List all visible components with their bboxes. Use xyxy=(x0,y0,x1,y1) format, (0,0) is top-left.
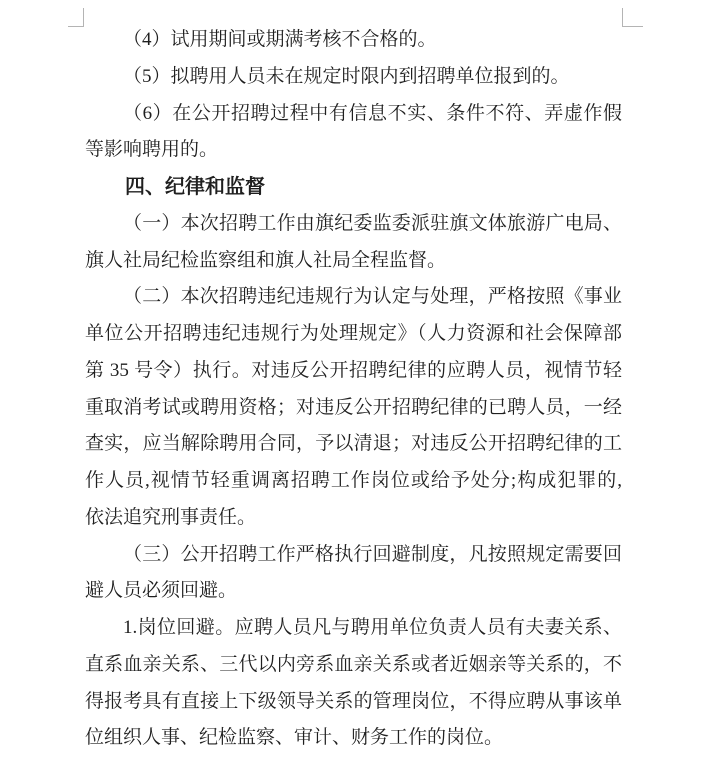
document-line: 1.岗位回避。应聘人员凡与聘用单位负责人员有夫妻关系、 xyxy=(123,617,622,638)
margin-crop-mark-top-left-icon xyxy=(68,8,84,27)
margin-crop-mark-top-right-icon xyxy=(622,8,643,27)
paragraph xyxy=(85,279,622,536)
document-line: 查实，应当解除聘用合同，予以清退；对违反公开招聘纪律的工 xyxy=(85,433,622,455)
paragraph xyxy=(85,610,622,757)
paragraph xyxy=(85,22,622,59)
document-line: 重取消考试或聘用资格；对违反公开招聘纪律的已聘人员，一经 xyxy=(85,396,622,418)
document-line: 单位公开招聘违纪违规行为处理规定》（人力资源和社会保障部 xyxy=(85,323,622,344)
document-line: （三）公开招聘工作严格执行回避制度，凡按照规定需要回 xyxy=(123,543,622,565)
paragraph xyxy=(85,59,622,96)
document-line: 第 35 号令）执行。对违反公开招聘纪律的应聘人员，视情节轻 xyxy=(85,359,622,381)
document-line: （4）试用期间或期满考核不合格的。 xyxy=(123,29,437,50)
paragraph xyxy=(85,206,622,280)
document-line: 旗人社局纪检监察组和旗人社局全程监督。 xyxy=(85,249,447,271)
document-line: （二）本次招聘违纪违规行为认定与处理，严格按照《事业 xyxy=(123,286,622,308)
document-line: 等影响聘用的。 xyxy=(85,139,219,161)
document-line: 作人员,视情节轻重调离招聘工作岗位或给予处分;构成犯罪的, xyxy=(85,470,622,491)
document-line: 位组织人事、纪检监察、审计、财务工作的岗位。 xyxy=(85,727,504,749)
document-line: （一）本次招聘工作由旗纪委监委派驻旗文体旅游广电局、 xyxy=(123,212,622,234)
document-line: （6）在公开招聘过程中有信息不实、条件不符、弄虚作假 xyxy=(123,102,622,124)
document-line: 依法追究刑事责任。 xyxy=(85,506,257,528)
document-line: （5）拟聘用人员未在规定时限内到招聘单位报到的。 xyxy=(123,65,570,87)
document-line: 四、纪律和监督 xyxy=(125,176,265,198)
document-line: 直系血亲关系、三代以内旁系血亲关系或者近姻亲等关系的，不 xyxy=(85,653,622,675)
document-line: 避人员必须回避。 xyxy=(85,580,238,602)
document-line: 得报考具有直接上下级领导关系的管理岗位，不得应聘从事该单 xyxy=(85,690,622,712)
section-heading xyxy=(85,169,622,206)
document-body xyxy=(85,22,622,757)
paragraph xyxy=(85,537,622,611)
paragraph xyxy=(85,96,622,170)
